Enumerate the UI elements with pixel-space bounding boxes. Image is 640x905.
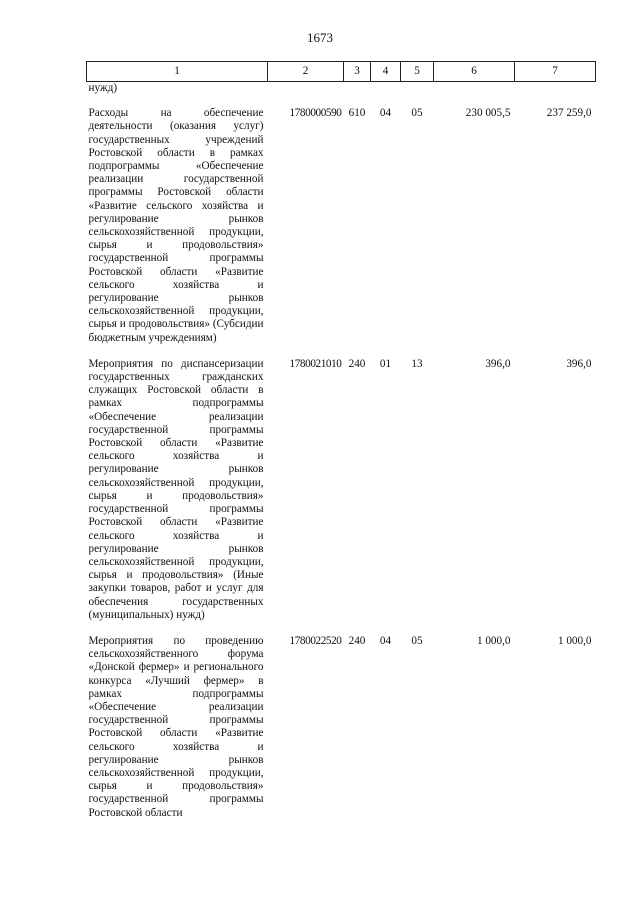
row-target-code: 1780022520 xyxy=(289,634,342,647)
row-section: 01 xyxy=(379,357,392,370)
row-amount-1: 230 005,5 xyxy=(465,107,511,120)
row-amount-2: 237 259,0 xyxy=(546,107,592,120)
table-row xyxy=(87,625,596,823)
table-row xyxy=(87,97,596,348)
row-amount-1: 396,0 xyxy=(485,357,511,370)
row-subsection: 05 xyxy=(411,107,423,120)
row-subsection: 13 xyxy=(411,357,423,370)
column-header-2: 2 xyxy=(268,62,344,82)
column-header-5: 5 xyxy=(401,62,434,82)
column-header-1: 1 xyxy=(87,62,268,82)
row-description: Расходы на обеспечение деятельности (оказания услуг) государственных учреждений Ростовской области в рамках подпрограммы «Обеспечение реализации государственной программы Ростовской области «Развитие сельского хозяйства и регулирование рынков сельскохозяйственной продукции, сырья и продовольствия» государственной программы Ростовской области «Развитие сельского хозяйства и регулирование рынков сельскохозяйственной продукции, сырья и продовольствия» (Субсидии бюджетным учреждениям) xyxy=(88,107,264,344)
column-header-6: 6 xyxy=(434,62,515,82)
continuation-row xyxy=(87,82,596,98)
budget-table xyxy=(86,61,596,823)
table-row xyxy=(87,348,596,625)
row-description: Мероприятия по диспансеризации государственных гражданских служащих Ростовской области в рамках подпрограммы «Обеспечение реализации государственной программы Ростовской области «Развитие сельского хозяйства и регулирование рынков сельскохозяйственной продукции, сырья и продовольствия» государственной программы Ростовской области «Развитие сельского хозяйства и регулирование рынков сельскохозяйственной продукции, сырья и продовольствия» (Иные закупки товаров, работ и услуг для обеспечения государственных (муниципальных) нужд) xyxy=(88,357,264,621)
column-header-4: 4 xyxy=(371,62,401,82)
page-number: 1673 xyxy=(307,30,333,45)
row-amount-2: 1 000,0 xyxy=(557,634,592,647)
column-number-row xyxy=(87,62,596,82)
row-description: Мероприятия по проведению сельскохозяйственного форума «Донской фермер» и регионального конкурса «Лучший фермер» в рамках подпрограммы «Обеспечение реализации государственной программы Ростовской области «Развитие сельского хозяйства и регулирование рынков сельскохозяйственной продукции, сырья и продовольствия» государственной программы Ростовской области xyxy=(88,634,264,819)
column-header-3: 3 xyxy=(344,62,371,82)
row-target-code: 1780021010 xyxy=(289,357,342,370)
continuation-text: нужд) xyxy=(88,82,118,94)
row-target-code: 1780000590 xyxy=(289,107,342,120)
row-section: 04 xyxy=(379,634,392,647)
row-section: 04 xyxy=(379,107,392,120)
row-expense-type: 610 xyxy=(348,107,366,120)
row-amount-1: 1 000,0 xyxy=(476,634,511,647)
row-expense-type: 240 xyxy=(348,634,366,647)
row-expense-type: 240 xyxy=(348,357,366,370)
row-amount-2: 396,0 xyxy=(566,357,592,370)
row-subsection: 05 xyxy=(411,634,423,647)
column-header-7: 7 xyxy=(515,62,596,82)
